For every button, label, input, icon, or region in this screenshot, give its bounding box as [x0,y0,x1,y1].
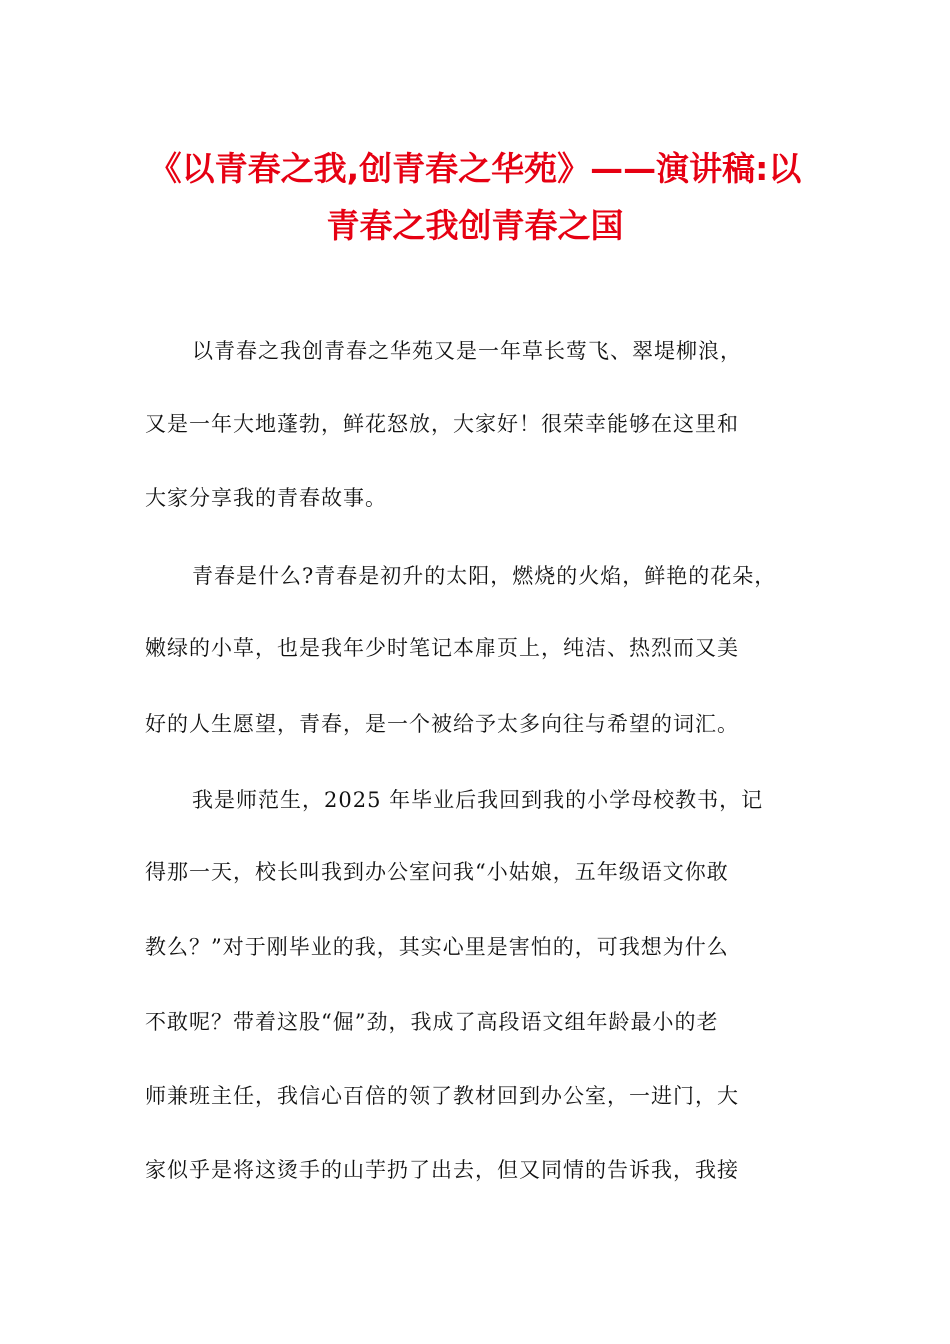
text-line-9: 教么？”对于刚毕业的我，其实心里是害怕的，可我想为什么 [145,935,729,959]
text-line-1: 以青春之我创青春之华苑又是一年草长莺飞、翠堤柳浪， [192,339,742,363]
text-line-4: 青春是什么?青春是初升的太阳，燃烧的火焰，鲜艳的花朵， [192,564,777,588]
text-line-11: 师兼班主任，我信心百倍的领了教材回到办公室，一进门，大 [145,1084,739,1108]
text-line-7: 我是师范生，2025 年毕业后我回到我的小学母校教书，记 [192,788,764,812]
text-line-10: 不敢呢？带着这股“倔”劲，我成了高段语文组年龄最小的老 [145,1010,719,1034]
title-line-2: 青春之我创青春之国 [326,206,624,245]
title-line-1: 《以青春之我,创青春之华苑》——演讲稿:以 [148,149,802,188]
text-line-12: 家似乎是将这烫手的山芋扔了出去，但又同情的告诉我，我接 [145,1158,739,1182]
text-line-8: 得那一天，校长叫我到办公室问我“小姑娘，五年级语文你敢 [145,860,729,884]
text-line-5: 嫩绿的小草，也是我年少时笔记本扉页上，纯洁、热烈而又美 [145,636,739,660]
text-line-3: 大家分享我的青春故事。 [145,486,387,510]
text-line-2: 又是一年大地蓬勃，鲜花怒放，大家好！很荣幸能够在这里和 [145,412,739,436]
text-line-6: 好的人生愿望，青春，是一个被给予太多向往与希望的词汇。 [145,712,739,736]
